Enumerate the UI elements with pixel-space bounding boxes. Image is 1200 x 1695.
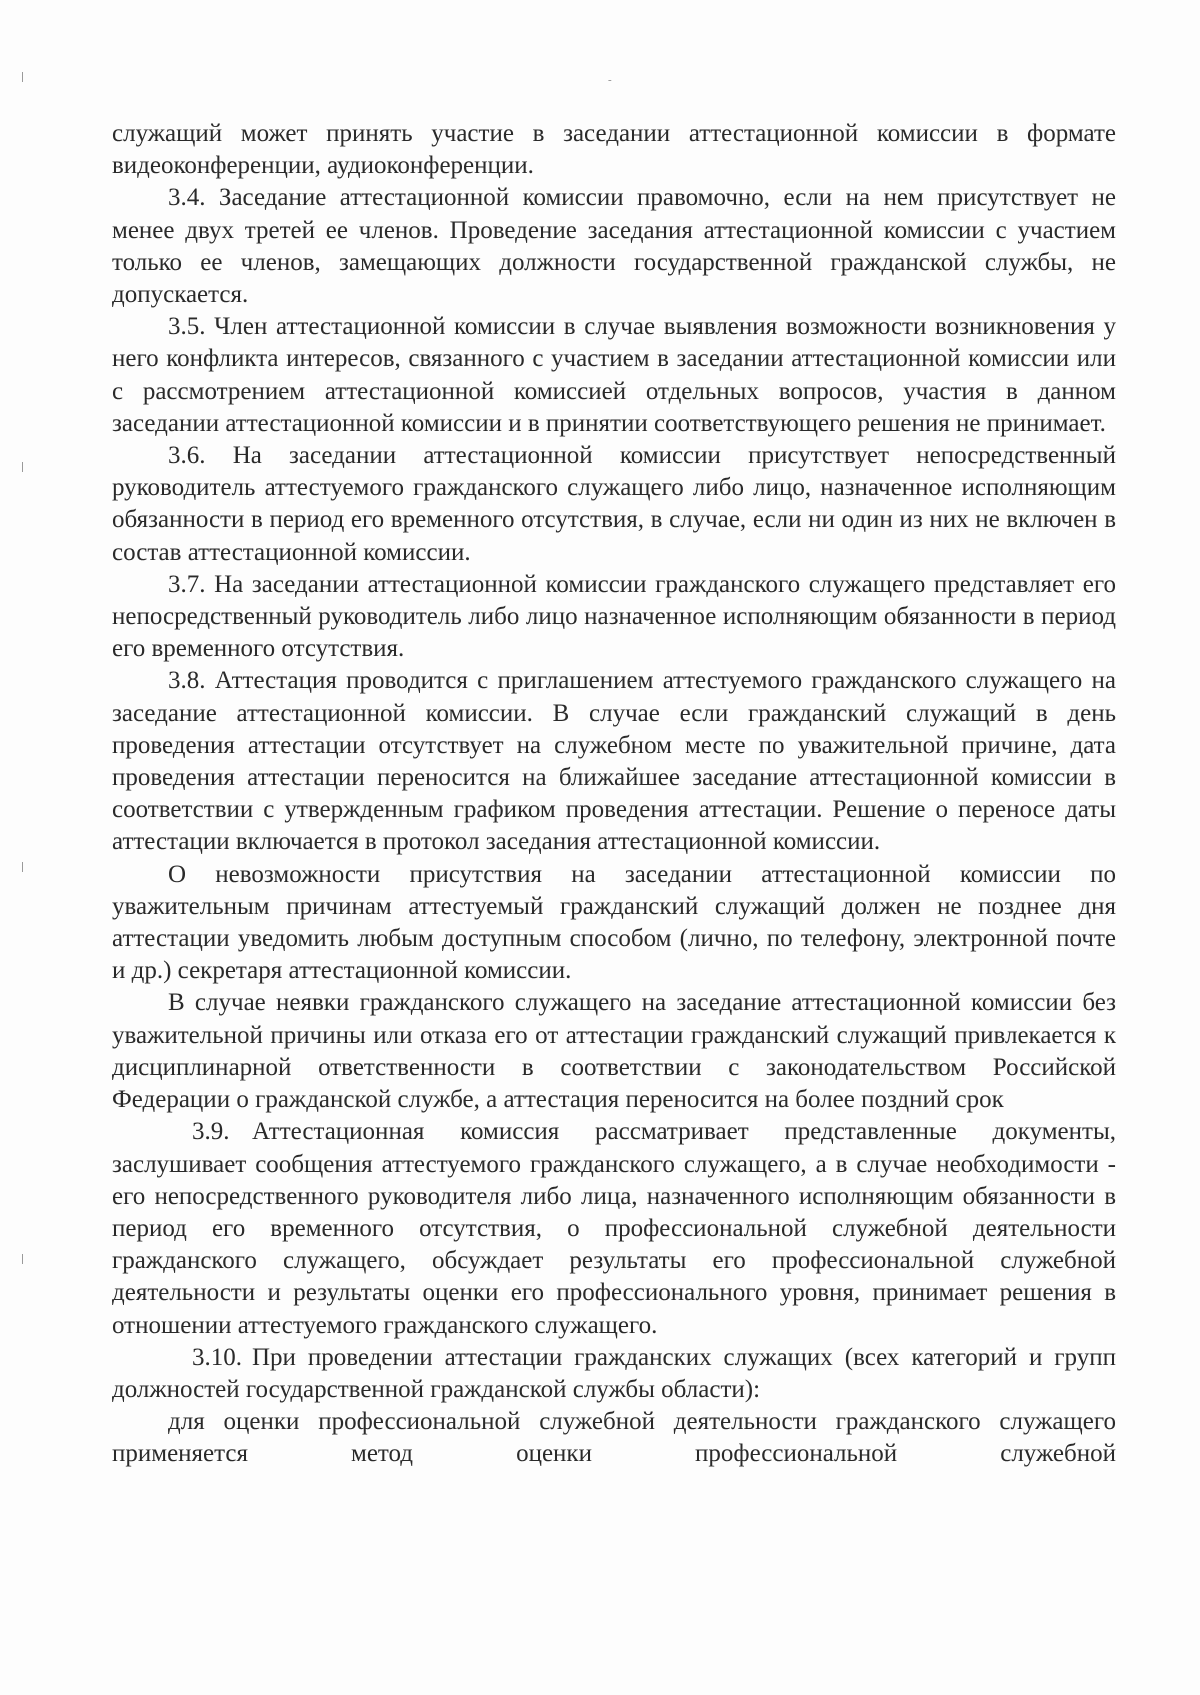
paragraph-text: для оценки профессиональной служебной деятельности гражданского служащего применяется метод оценки профессиональной служебной [112, 1408, 1116, 1468]
document-body [112, 118, 1116, 1471]
paragraph-3-7 [112, 569, 1116, 666]
page-top-mark: - [608, 74, 612, 86]
paragraph-text: 3.5. Член аттестационной комиссии в случае выявления возможности возникновения у него конфликта интересов, связанного с участием в заседании аттестационной комиссии или с рассмотрением аттестационной комиссией отдельных вопросов, участия в данном заседании аттестационной комиссии и в принятии соответствующего решения не принимает. [112, 313, 1116, 437]
paragraph-3-5 [112, 311, 1116, 440]
paragraph-text: 3.6. На заседании аттестационной комиссии присутствует непосредственный руководитель аттестуемого гражданского служащего либо лицо, назначенное исполняющим обязанности в период его временного отсутствия, в случае, если ни один из них не включен в состав аттестационной комиссии. [112, 442, 1116, 566]
margin-tick [22, 862, 23, 872]
paragraph-absence-notice [112, 859, 1116, 988]
margin-tick [22, 1254, 23, 1264]
paragraph-text: В случае неявки гражданского служащего на заседание аттестационной комиссии без уважительной причины или отказа его от аттестации гражданский служащий привлекается к дисциплинарной ответственности в соответствии с законодательством Российской Федерации о гражданской службе, а аттестация переносится на более поздний срок [112, 989, 1116, 1114]
paragraph-text: О невозможности присутствия на заседании аттестационной комиссии по уважительным причинам аттестуемый гражданский служащий должен не позднее дня аттестации уведомить любым доступным способом (лично, по телефону, электронной почте и др.) секретаря аттестационной комиссии. [112, 860, 1116, 985]
paragraph-evaluation-method [112, 1406, 1116, 1470]
paragraph-text: 3.8. Аттестация проводится с приглашением аттестуемого гражданского служащего на заседание аттестационной комиссии. В случае если гражданский служащий в день проведения аттестации отсутствует на служебном месте по уважительной причине, дата проведения аттестации переносится на ближайшее заседание аттестационной комиссии в соответствии с утвержденным графиком проведения аттестации. Решение о переносе даты аттестации включается в протокол заседания аттестационной комиссии. [112, 667, 1116, 856]
paragraph-3-6 [112, 440, 1116, 569]
paragraph-text: 3.4. Заседание аттестационной комиссии правомочно, если на нем присутствует не менее двух третей ее членов. Проведение заседания аттестационной комиссии с участием только ее членов, замещающих должности государственной гражданской службы, не допускается. [112, 184, 1116, 309]
paragraph-text: Аттестационная комиссия рассматривает представленные документы, заслушивает сообщения аттестуемого гражданского служащего, а в случае необходимости - его непосредственного руководителя либо лица, назначенного исполняющим обязанности в период его временного отсутствия, о профессиональной служебной деятельности гражданского служащего, обсуждает результаты его профессиональной служебной деятельности и результаты оценки его профессионального уровня, принимает решения в отношении аттестуемого гражданского служащего. [112, 1118, 1116, 1339]
clause-number: 3.10. [192, 1343, 242, 1371]
paragraph-3-10 [112, 1342, 1116, 1406]
paragraph-3-8 [112, 665, 1116, 858]
margin-tick [22, 72, 23, 82]
paragraph-text: 3.7. На заседании аттестационной комиссии гражданского служащего представляет его непосредственный руководитель либо лицо назначенное исполняющим обязанности в период его временного отсутствия. [112, 570, 1116, 663]
margin-tick [22, 462, 23, 472]
paragraph-3-4 [112, 182, 1116, 311]
paragraph-3-9 [112, 1116, 1116, 1341]
clause-number: 3.9. [192, 1118, 230, 1146]
paragraph-text: При проведении аттестации гражданских служащих (всех категорий и групп должностей государственной гражданской службы области): [112, 1343, 1116, 1403]
paragraph-text: служащий может принять участие в заседании аттестационной комиссии в формате видеоконференции, аудиоконференции. [112, 120, 1116, 180]
paragraph-no-show [112, 987, 1116, 1116]
paragraph-continuation [112, 118, 1116, 182]
